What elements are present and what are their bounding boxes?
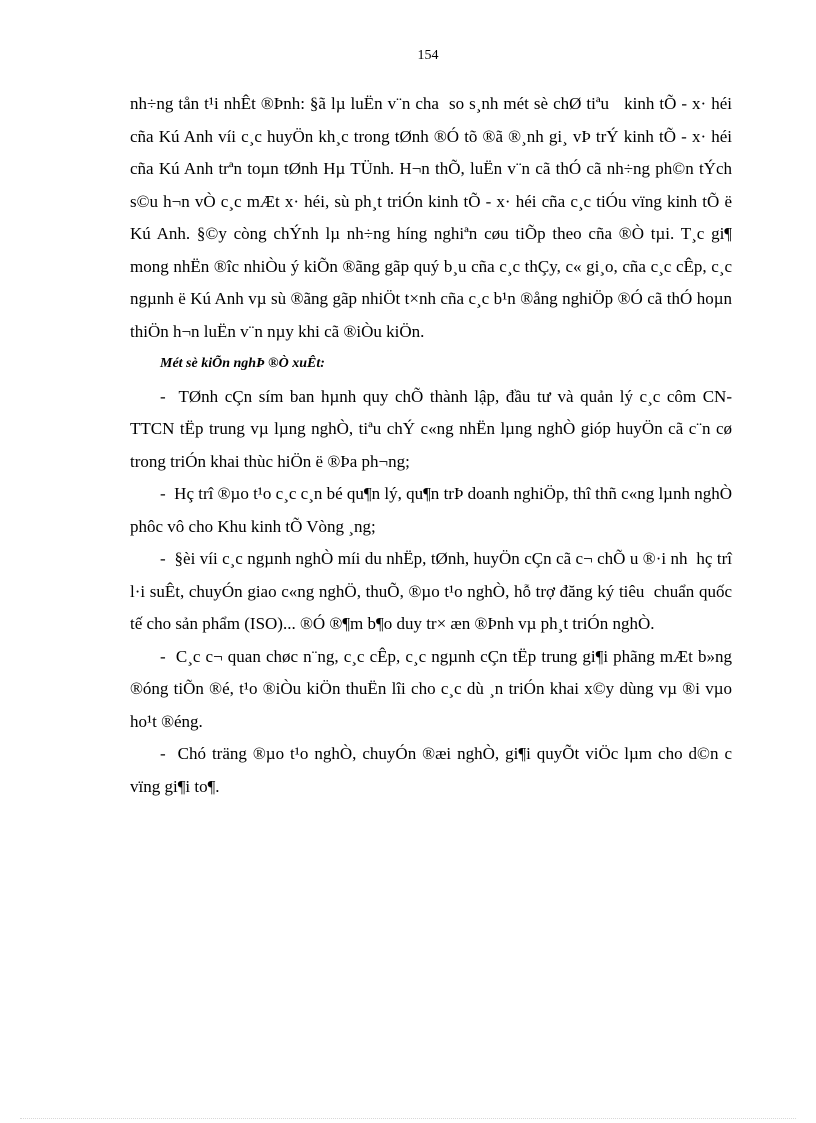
page-number: 154 [417, 48, 439, 63]
body-text [130, 88, 741, 803]
recommendation-item: - C¸c c¬ quan chøc n¨ng, c¸c cÊp, c¸c ngµnh cÇn tËp trung gi¶i phãng mÆt b»ng ®óng tiÕn ®é, t¹o ®iÒu kiÖn thuËn lîi cho c¸c dù ¸n triÓn khai x©y dùng vµ ®i vµo ho¹t ®éng. [130, 646, 737, 731]
recommendation-item: - §èi víi c¸c ngµnh nghÒ míi du nhËp, tØnh, huyÖn cÇn cã c¬ chÕ u ®·i nh hç trî l·i suÊt, chuyÓn giao c«ng nghÖ, thuÕ, ®µo t¹o nghÒ, hỗ trợ đăng ký tiêu chuẩn quốc tế cho sản phẩm (ISO)... ®Ó ®¶m b¶o duy tr× æn ®Þnh vµ ph¸t triÓn nghÒ. [130, 549, 737, 633]
recommendation-item: - Hç trî ®µo t¹o c¸c c¸n bé qu¶n lý, qu¶n trÞ doanh nghiÖp, thî thñ c«ng lµnh nghÒ phôc vô cho Khu kinh tÕ Vòng ¸ng; [130, 484, 737, 536]
recommendation-item: - TØnh cÇn sím ban hµnh quy chÕ thành lập, đầu tư và quản lý c¸c côm CN-TTCN tËp trung vµ lµng nghÒ, tiªu chÝ c«ng nhËn lµng nghÒ gióp huyÖn cã c¨n cø trong triÓn khai thùc hiÖn ë ®Þa ph¬ng; [130, 386, 737, 471]
section-heading-recommendations: Mét sè kiÕn nghÞ ®Ò xuÊt: [160, 356, 325, 371]
recommendation-item: - Chó träng ®µo t¹o nghÒ, chuyÓn ®æi nghÒ, gi¶i quyÕt viÖc lµm cho d©n c vïng gi¶i to¶. [130, 744, 741, 796]
page-bottom-rule [20, 1118, 796, 1119]
paragraph-intro: nh÷ng tån t¹i nhÊt ®Þnh: §ã lµ luËn v¨n cha so s¸nh mét sè chØ tiªu kinh tÕ - x· héi cña Kú Anh víi c¸c huyÖn kh¸c trong tØnh ®Ó tõ ®ã ®¸nh gi¸ vÞ trÝ kinh tÕ - x· héi cña Kú Anh trªn toµn tØnh Hµ TÜnh. H¬n thÕ, luËn v¨n cã thÓ cã nh÷ng ph©n tÝch s©u h¬n vÒ c¸c mÆt x· héi, sù ph¸t triÓn kinh tÕ - x· héi cña c¸c tiÓu vïng kinh tÕ ë Kú Anh. §©y còng chÝnh lµ nh÷ng híng nghiªn cøu tiÕp theo cña ®Ò tµi. T¸c gi¶ mong nhËn ®îc nhiÒu ý kiÕn ®ãng gãp quý b¸u cña c¸c thÇy, c« gi¸o, cña c¸c cÊp, c¸c ngµnh ë Kú Anh vµ sù ®ãng gãp nhiÖt t×nh cña c¸c b¹n ®ång nghiÖp ®Ó cã thÓ hoµn thiÖn h¬n luËn v¨n nµy khi cã ®iÒu kiÖn. [130, 94, 737, 341]
